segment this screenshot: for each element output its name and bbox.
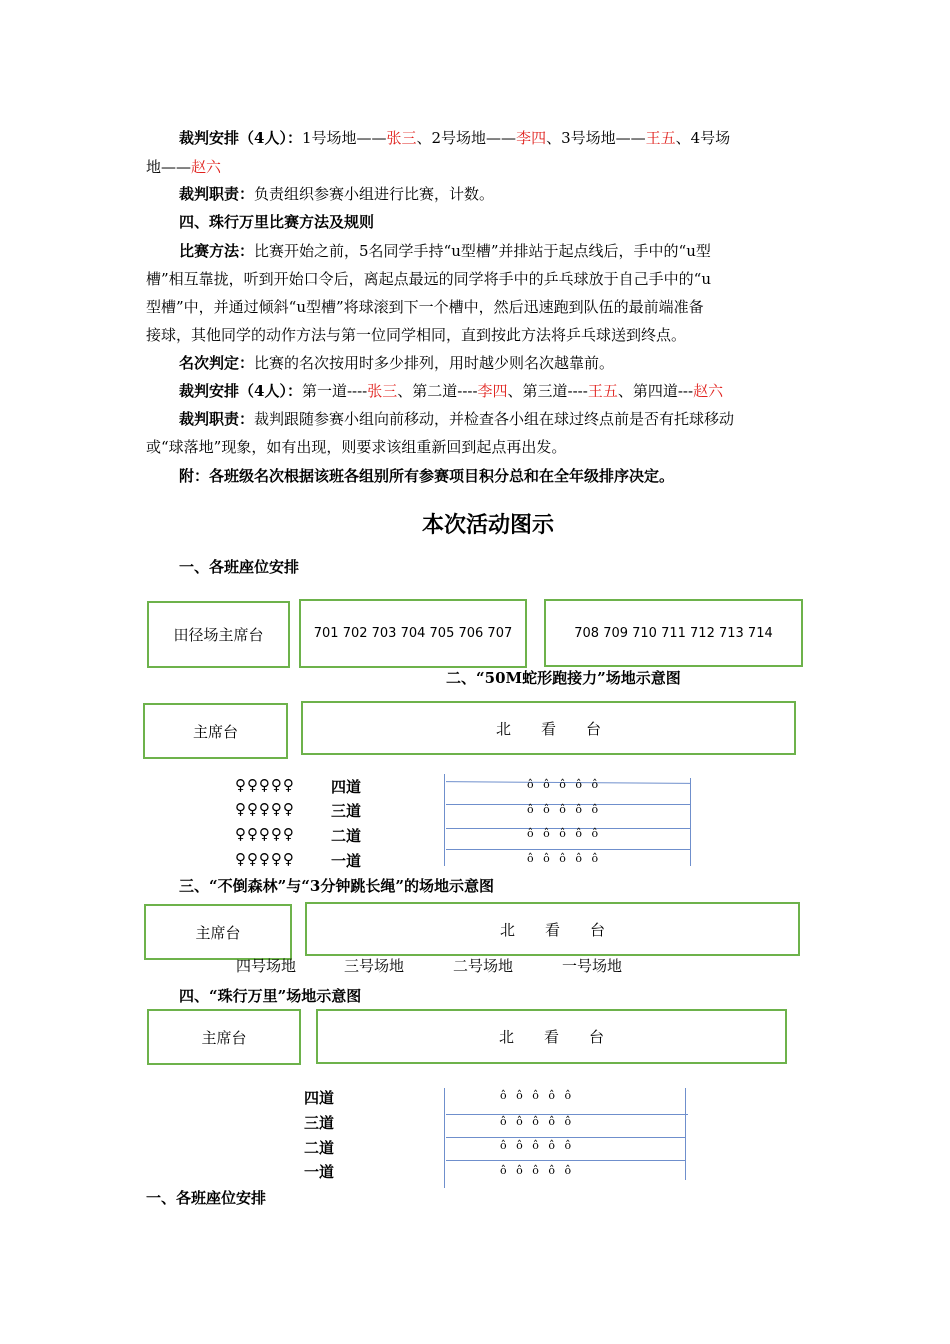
- relay-symbols-lane4: ♀♀♀♀♀: [235, 776, 295, 794]
- footer-heading: 一、各班座位安排: [146, 1189, 267, 1207]
- referee-label-1: 裁判安排（4人）：: [179, 129, 302, 147]
- pearls-north-stand: 北 看 台: [316, 1009, 787, 1064]
- referee-label-2: 裁判安排（4人）：: [179, 382, 302, 400]
- referee-2-segment: 张三: [367, 382, 398, 400]
- section-four-heading: 四、珠行万里比赛方法及规则: [179, 213, 375, 231]
- pearls-runners-lane2: ô ô ô ô ô: [500, 1139, 575, 1152]
- referee-1-segment: 、3号场地——: [546, 129, 646, 147]
- forest-field-1: 一号场地: [562, 957, 623, 975]
- relay-symbols-lane3: ♀♀♀♀♀: [235, 800, 295, 818]
- relay-lane-1: 一道: [331, 852, 362, 870]
- referee-1-segment: 、2号场地——: [416, 129, 517, 147]
- appendix-note: 附：各班级名次根据该班各组别所有参赛项目积分总和在全年级排序决定。: [179, 467, 675, 485]
- referee-name-zhaoliu: 赵六: [191, 158, 222, 176]
- method-line3: 型槽”中，并通过倾斜“u型槽”将球滚到下一个槽中，然后迅速跑到队伍的最前端准备: [146, 298, 704, 316]
- pearls-runners-lane3: ô ô ô ô ô: [500, 1115, 575, 1128]
- method-line4: 接球，其他同学的动作方法与第一位同学相同，直到按此方法将乒乓球送到终点。: [146, 326, 687, 344]
- duty-label-1: 裁判职责：: [179, 185, 255, 203]
- pearls-finish-line: [685, 1088, 686, 1180]
- pearls-runners-lane4: ô ô ô ô ô: [500, 1089, 575, 1102]
- seating-main-stand: 田径场主席台: [147, 601, 290, 668]
- referee-2-segment: 李四: [477, 382, 508, 400]
- relay-lane-divider: [446, 849, 690, 850]
- referee-1-segment: 张三: [386, 129, 417, 147]
- pearls-main-stand: 主席台: [147, 1009, 301, 1065]
- relay-finish-line: [690, 778, 691, 866]
- ranking-text: 比赛的名次按用时多少排列，用时越少则名次越靠前。: [254, 354, 615, 372]
- referee-duty-1: [179, 180, 494, 209]
- relay-main-stand: 主席台: [143, 703, 288, 759]
- method-line1: [179, 237, 711, 266]
- pearls-start-line: [444, 1088, 445, 1188]
- duty-label-2: 裁判职责：: [179, 410, 255, 428]
- pearls-lane-divider: [446, 1160, 686, 1161]
- seating-group-708-714: 708 709 710 711 712 713 714: [544, 599, 803, 667]
- duty-text-2a: 裁判跟随参赛小组向前移动，并检查各小组在球过终点前是否有托球移动: [254, 410, 735, 428]
- referee-1-segment: 1号场地——: [301, 129, 387, 147]
- relay-north-stand: 北 看 台: [301, 701, 796, 755]
- pearls-lane-divider: [446, 1137, 686, 1138]
- method-line2: 槽”相互靠拢，听到开始口令后，离起点最远的同学将手中的乒乓球放于自己手中的“u: [146, 270, 712, 288]
- seating-group-701-707: 701 702 703 704 705 706 707: [299, 599, 527, 668]
- referee-2-segment: 王五: [587, 382, 618, 400]
- relay-start-line: [444, 774, 445, 866]
- pearls-lane-4: 四道: [304, 1089, 335, 1107]
- relay-runners-lane1: ô ô ô ô ô: [527, 852, 602, 865]
- relay-lane-4: 四道: [331, 778, 362, 796]
- forest-field-2: 二号场地: [453, 957, 514, 975]
- referee-segments-1: [302, 129, 730, 147]
- forest-field-3: 三号场地: [344, 957, 405, 975]
- referee-1-segment: 、4号场: [675, 129, 731, 147]
- referee-1-segment: 王五: [645, 129, 676, 147]
- pearls-runners-lane1: ô ô ô ô ô: [500, 1164, 575, 1177]
- seating-heading: 一、各班座位安排: [179, 558, 300, 576]
- referee-segments-2: [302, 382, 723, 400]
- relay-lane-2: 二道: [331, 827, 362, 845]
- pearls-heading: 四、“珠行万里”场地示意图: [179, 987, 362, 1005]
- referee-duty-2-line2: 或“球落地”现象，如有出现，则要求该组重新回到起点再出发。: [146, 438, 567, 456]
- relay-runners-lane3: ô ô ô ô ô: [527, 803, 602, 816]
- relay-runners-lane2: ô ô ô ô ô: [527, 827, 602, 840]
- pearls-lane-2: 二道: [304, 1139, 335, 1157]
- method-text-1: 比赛开始之前，5名同学手持“u型槽”并排站于起点线后，手中的“u型: [254, 242, 711, 260]
- duty-text-1: 负责组织参赛小组进行比赛，计数。: [254, 185, 495, 203]
- referee-1-segment: 李四: [516, 129, 547, 147]
- relay-symbols-lane2: ♀♀♀♀♀: [235, 825, 295, 843]
- relay-heading: 二、“50M蛇形跑接力”场地示意图: [446, 669, 681, 687]
- referee-arrangement-1-line2: [146, 153, 221, 182]
- pearls-lane-1: 一道: [304, 1163, 335, 1181]
- forest-north-stand: 北 看 台: [305, 902, 800, 956]
- referee-2-segment: 、第二道----: [397, 382, 478, 400]
- method-label: 比赛方法：: [179, 242, 255, 260]
- referee-2-segment: 第一道----: [301, 382, 368, 400]
- referee-arrangement-1: [179, 124, 819, 153]
- relay-runners-lane4: ô ô ô ô ô: [527, 778, 602, 791]
- diagram-title: 本次活动图示: [422, 513, 555, 538]
- referee-2-segment: 赵六: [693, 382, 724, 400]
- ranking-rule: [179, 349, 614, 378]
- referee-line2-prefix: 地——: [146, 158, 192, 176]
- referee-arrangement-2: [179, 377, 723, 406]
- referee-duty-2: [179, 405, 734, 434]
- forest-field-4: 四号场地: [236, 957, 297, 975]
- referee-2-segment: 、第三道----: [507, 382, 588, 400]
- referee-2-segment: 、第四道---: [617, 382, 694, 400]
- forest-heading: 三、“不倒森林”与“3分钟跳长绳”的场地示意图: [179, 877, 494, 895]
- relay-symbols-lane1: ♀♀♀♀♀: [235, 850, 295, 868]
- relay-lane-3: 三道: [331, 802, 362, 820]
- ranking-label: 名次判定：: [179, 354, 255, 372]
- pearls-lane-3: 三道: [304, 1114, 335, 1132]
- forest-main-stand: 主席台: [144, 904, 292, 960]
